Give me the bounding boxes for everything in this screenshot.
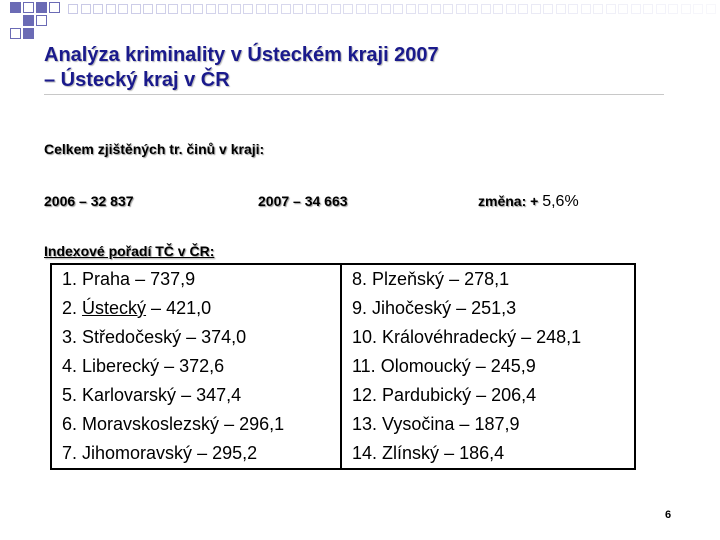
ranking-cell (341, 381, 635, 410)
decorative-square (206, 4, 216, 14)
decorative-square (456, 4, 466, 14)
region-name: Liberecký (82, 356, 160, 376)
decorative-square (581, 4, 591, 14)
rank-number: 6. (62, 414, 78, 434)
decorative-square (256, 4, 266, 14)
decorative-square (36, 2, 47, 13)
region-name: Olomoucký (380, 356, 471, 376)
separator: – (159, 356, 180, 376)
decorative-square (143, 4, 153, 14)
decorative-square (706, 4, 716, 14)
decorative-square (23, 28, 34, 39)
decorative-square (556, 4, 566, 14)
rank-number: 12. (352, 385, 378, 405)
ranking-cell (51, 352, 341, 381)
ranking-cell (51, 264, 341, 294)
decorative-squares (0, 0, 720, 40)
rank-number: 11. (352, 356, 376, 376)
separator: – (439, 443, 460, 463)
rank-number: 10. (352, 327, 378, 347)
separator: – (181, 327, 202, 347)
rank-number: 2. (62, 298, 78, 318)
decorative-square (218, 4, 228, 14)
rank-number: 5. (62, 385, 78, 405)
title-divider (44, 94, 664, 95)
decorative-square (431, 4, 441, 14)
index-value: 248,1 (536, 327, 582, 347)
change-value (478, 193, 579, 211)
separator: – (470, 356, 491, 376)
index-value: 374,0 (201, 327, 247, 347)
decorative-square (118, 4, 128, 14)
decorative-square (306, 4, 316, 14)
decorative-square (393, 4, 403, 14)
region-name: Středočeský (82, 327, 182, 347)
decorative-square (356, 4, 366, 14)
decorative-square (231, 4, 241, 14)
ranking-row (51, 439, 635, 469)
decorative-square (131, 4, 141, 14)
decorative-square (643, 4, 653, 14)
separator: – (471, 385, 492, 405)
decorative-square (293, 4, 303, 14)
decorative-square (281, 4, 291, 14)
separator: – (451, 298, 472, 318)
index-value: 186,4 (459, 443, 505, 463)
region-name: Plzeňský (372, 269, 445, 289)
region-name: Zlínský (382, 443, 440, 463)
decorative-square (268, 4, 278, 14)
index-value: 421,0 (166, 298, 212, 318)
decorative-square (343, 4, 353, 14)
separator: – (219, 414, 240, 434)
ranking-cell (341, 323, 635, 352)
decorative-square (656, 4, 666, 14)
decorative-square (318, 4, 328, 14)
ranking-cell (51, 410, 341, 439)
page-number: 6 (665, 509, 672, 521)
region-name: Ústecký (82, 298, 147, 318)
decorative-square (10, 2, 21, 13)
region-name: Královéhradecký (382, 327, 517, 347)
decorative-square (568, 4, 578, 14)
index-value: 737,9 (150, 269, 196, 289)
separator: – (454, 414, 475, 434)
decorative-square (593, 4, 603, 14)
rank-number: 8. (352, 269, 368, 289)
rank-number: 4. (62, 356, 78, 376)
ranking-cell (341, 294, 635, 323)
change-percent: 5,6% (542, 193, 579, 210)
decorative-square (181, 4, 191, 14)
decorative-square (23, 2, 34, 13)
decorative-square (49, 2, 60, 13)
decorative-square (668, 4, 678, 14)
separator: – (176, 385, 197, 405)
separator: – (130, 269, 151, 289)
rank-number: 9. (352, 298, 368, 318)
separator: – (444, 269, 465, 289)
region-name: Jihomoravský (82, 443, 193, 463)
index-value: 187,9 (474, 414, 520, 434)
decorative-square (368, 4, 378, 14)
ranking-row (51, 323, 635, 352)
index-value: 372,6 (179, 356, 225, 376)
decorative-square (68, 4, 78, 14)
ranking-row (51, 381, 635, 410)
ranking-row (51, 264, 635, 294)
decorative-square (531, 4, 541, 14)
crimes-2007: 2007 – 34 663 (258, 193, 348, 209)
index-value: 245,9 (490, 356, 536, 376)
decorative-square (381, 4, 391, 14)
rank-number: 13. (352, 414, 378, 434)
decorative-square (168, 4, 178, 14)
decorative-square (693, 4, 703, 14)
decorative-square (631, 4, 641, 14)
ranking-row (51, 294, 635, 323)
ranking-cell (51, 294, 341, 323)
decorative-square (193, 4, 203, 14)
title-line-2: – Ústecký kraj v ČR (44, 69, 230, 91)
ranking-cell (341, 352, 635, 381)
ranking-cell (341, 410, 635, 439)
index-value: 278,1 (464, 269, 510, 289)
region-name: Moravskoslezský (82, 414, 220, 434)
region-name: Praha (82, 269, 131, 289)
title-line-1: Analýza kriminality v Ústeckém kraji 2007 (44, 44, 439, 66)
ranking-label-text: Indexové pořadí TČ v ČR: (44, 243, 215, 259)
index-value: 347,4 (196, 385, 242, 405)
separator: – (516, 327, 537, 347)
ranking-cell (341, 439, 635, 469)
decorative-square (156, 4, 166, 14)
index-value: 206,4 (491, 385, 537, 405)
index-value: 295,2 (212, 443, 258, 463)
decorative-square (81, 4, 91, 14)
region-name: Vysočina (382, 414, 455, 434)
decorative-square (506, 4, 516, 14)
rank-number: 1. (62, 269, 78, 289)
ranking-row (51, 410, 635, 439)
region-name: Karlovarský (82, 385, 177, 405)
ranking-label (44, 243, 214, 259)
separator: – (146, 298, 167, 318)
ranking-cell (51, 439, 341, 469)
decorative-square (618, 4, 628, 14)
decorative-square (443, 4, 453, 14)
decorative-square (331, 4, 341, 14)
decorative-square (406, 4, 416, 14)
decorative-square (606, 4, 616, 14)
decorative-square (23, 15, 34, 26)
region-name: Pardubický (382, 385, 472, 405)
slide-title (44, 43, 439, 93)
rank-number: 7. (62, 443, 78, 463)
decorative-square (481, 4, 491, 14)
ranking-cell (341, 264, 635, 294)
region-name: Jihočeský (372, 298, 452, 318)
decorative-square (418, 4, 428, 14)
ranking-cell (51, 381, 341, 410)
decorative-square (106, 4, 116, 14)
rank-number: 3. (62, 327, 78, 347)
ranking-row (51, 352, 635, 381)
decorative-square (518, 4, 528, 14)
decorative-square (93, 4, 103, 14)
ranking-cell (51, 323, 341, 352)
decorative-square (10, 28, 21, 39)
ranking-table (50, 263, 636, 470)
decorative-square (243, 4, 253, 14)
rank-number: 14. (352, 443, 378, 463)
decorative-square (493, 4, 503, 14)
separator: – (192, 443, 213, 463)
index-value: 296,1 (239, 414, 285, 434)
index-value: 251,3 (471, 298, 517, 318)
crimes-2006: 2006 – 32 837 (44, 193, 134, 209)
decorative-square (36, 15, 47, 26)
total-crimes-label: Celkem zjištěných tr. činů v kraji: (44, 141, 265, 157)
change-label: změna: + (478, 193, 539, 209)
decorative-square (543, 4, 553, 14)
decorative-square (681, 4, 691, 14)
decorative-square (468, 4, 478, 14)
